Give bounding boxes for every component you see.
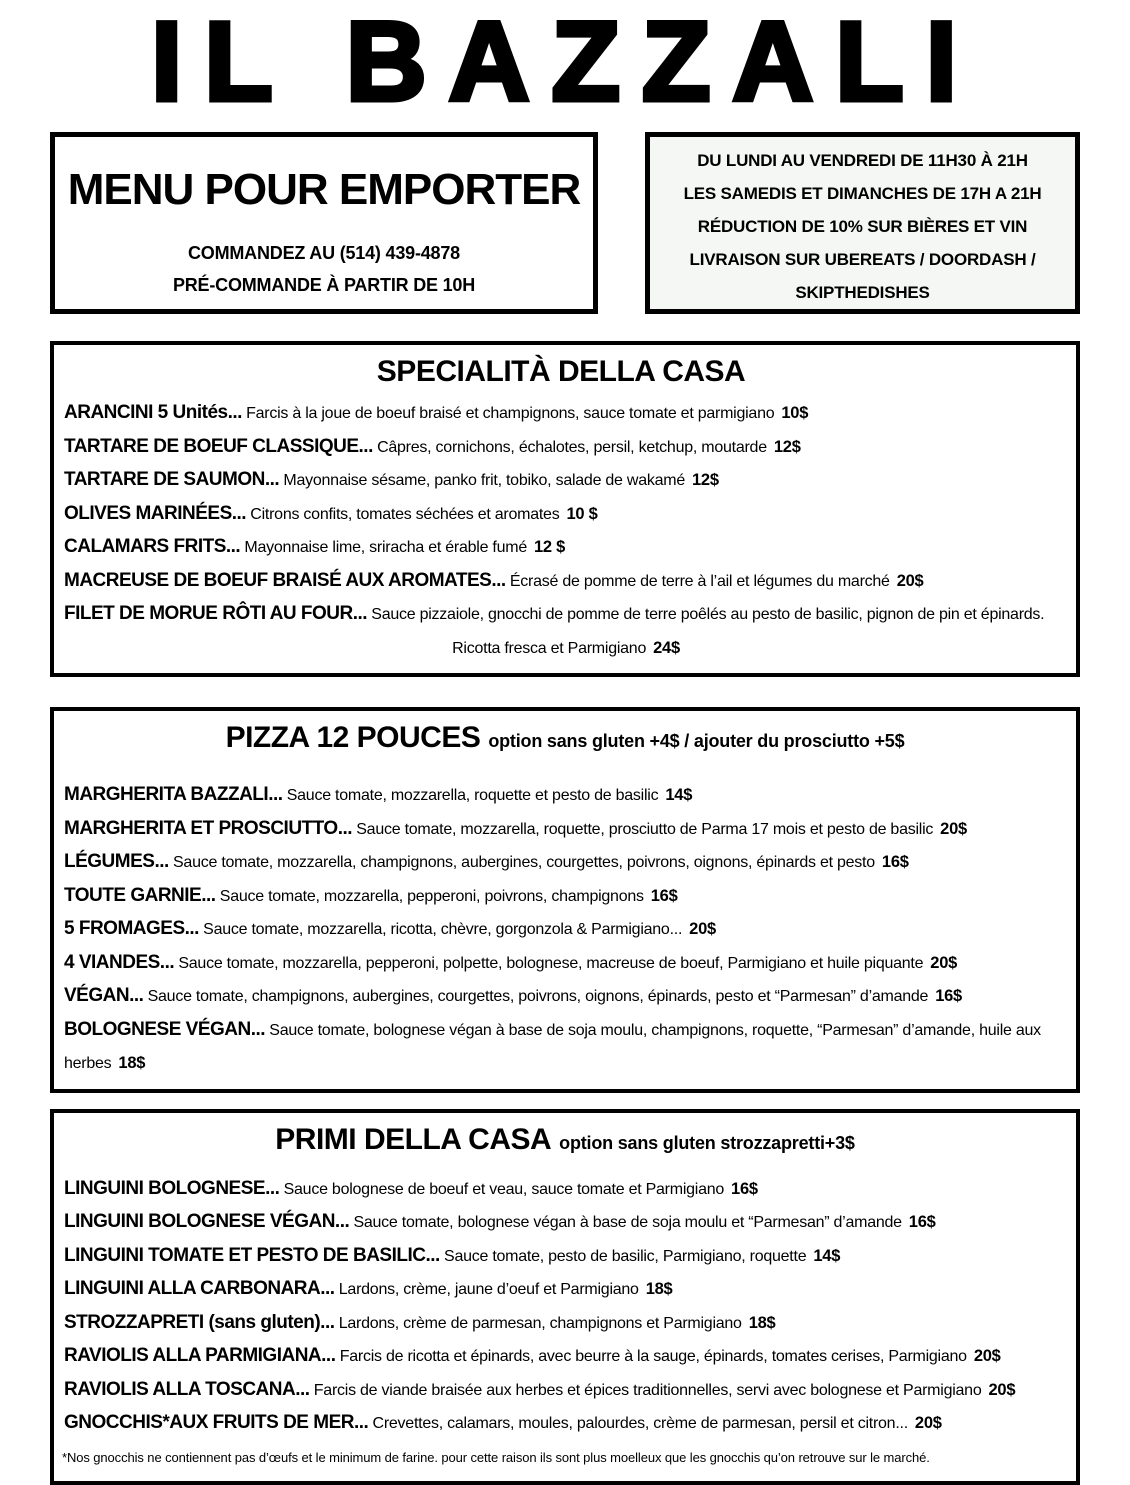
menu-item bbox=[62, 947, 1068, 981]
item-name: RAVIOLIS ALLA PARMIGIANA... bbox=[64, 1345, 336, 1366]
item-desc: Sauce tomate, bolognese végan à base de soja moulu et “Parmesan” d’amande bbox=[353, 1214, 902, 1231]
item-desc: Écrasé de pomme de terre à l’ail et légumes du marché bbox=[509, 572, 890, 590]
header-row bbox=[50, 132, 1080, 314]
section-title-text: PRIMI DELLA CASA bbox=[275, 1122, 552, 1156]
item-price: 20$ bbox=[930, 953, 958, 972]
hours-weekday-line: DU LUNDI AU VENDREDI DE 11H30 À 21H bbox=[697, 151, 1028, 170]
section-title bbox=[62, 721, 1068, 755]
menu-item bbox=[62, 813, 1068, 847]
menu-item bbox=[62, 1014, 1068, 1081]
item-desc: Sauce tomate, mozzarella, ricotta, chèvre, gorgonzola & Parmigiano... bbox=[203, 921, 683, 938]
menu-item bbox=[62, 531, 1068, 565]
menu-item bbox=[62, 980, 1068, 1014]
menu-item bbox=[62, 1273, 1068, 1307]
item-price: 20$ bbox=[896, 571, 924, 590]
item-price: 12$ bbox=[691, 471, 719, 489]
phone-order-line: COMMANDEZ AU (514) 439-4878 bbox=[187, 243, 460, 263]
item-name: LINGUINI BOLOGNESE VÉGAN... bbox=[64, 1211, 350, 1232]
item-price: 24$ bbox=[653, 638, 680, 657]
menu-item bbox=[62, 1173, 1068, 1207]
hours-weekend-line: LES SAMEDIS ET DIMANCHES DE 17H A 21H bbox=[683, 184, 1042, 203]
discount-line: RÉDUCTION DE 10% SUR BIÈRES ET VIN bbox=[697, 217, 1028, 236]
item-name: CALAMARS FRITS... bbox=[64, 536, 241, 557]
item-desc: Citrons confits, tomates séchées et aromates bbox=[250, 505, 560, 523]
item-desc: Sauce tomate, mozzarella, pepperoni, polpette, bolognese, macreuse de boeuf, Parmigiano et huile piquante bbox=[178, 954, 924, 972]
hours-delivery-box bbox=[645, 132, 1080, 314]
menu-item bbox=[62, 431, 1068, 465]
item-desc: Sauce pizzaiole, gnocchi de pomme de terre poêlés au pesto de basilic, pignon de pin et épinards. bbox=[371, 606, 1045, 623]
item-desc-line2: Ricotta fresca et Parmigiano bbox=[452, 639, 647, 657]
item-desc: Mayonnaise lime, sriracha et érable fumé bbox=[244, 539, 527, 556]
menu-item bbox=[62, 498, 1068, 532]
delivery-line-2: SKIPTHEDISHES bbox=[795, 283, 930, 302]
section-subtitle: option sans gluten +4$ / ajouter du prosciutto +5$ bbox=[488, 731, 905, 751]
restaurant-logo-title: IL BAZZALI bbox=[151, 0, 979, 124]
menu-item bbox=[62, 565, 1068, 599]
item-desc: Farcis à la joue de boeuf braisé et champignons, sauce tomate et parmigiano bbox=[246, 405, 775, 422]
item-name: LINGUINI ALLA CARBONARA... bbox=[64, 1278, 335, 1299]
section-title-text: SPECIALITÀ DELLA CASA bbox=[376, 355, 746, 388]
item-name: GNOCCHIS*AUX FRUITS DE MER... bbox=[64, 1412, 369, 1433]
section-title bbox=[62, 1123, 1068, 1157]
menu-item bbox=[62, 1407, 1068, 1441]
gnocchi-footnote: *Nos gnocchis ne contiennent pas d’œufs et le minimum de farine. pour cette raison ils sont plus moelleux que les gnocchis qu’on retrouve sur le marché. bbox=[62, 1449, 930, 1465]
item-name: 4 VIANDES... bbox=[64, 951, 175, 973]
item-desc: Mayonnaise sésame, panko frit, tobiko, salade de wakamé bbox=[283, 472, 685, 489]
section-pizza-12-pouces bbox=[50, 707, 1080, 1093]
item-name: BOLOGNESE VÉGAN... bbox=[64, 1018, 266, 1040]
menu-item bbox=[62, 779, 1068, 813]
item-name: LÉGUMES... bbox=[64, 851, 169, 872]
item-desc: Câpres, cornichons, échalotes, persil, ketchup, moutarde bbox=[377, 438, 767, 456]
item-desc: Sauce tomate, mozzarella, roquette et pesto de basilic bbox=[286, 787, 659, 804]
item-name: OLIVES MARINÉES... bbox=[64, 502, 247, 524]
item-name: ARANCINI 5 Unités... bbox=[64, 402, 242, 423]
item-desc: Farcis de viande braisée aux herbes et épices traditionnelles, servi avec bolognese et Parmigiano bbox=[313, 1381, 982, 1399]
item-price: 10 $ bbox=[566, 504, 598, 523]
menu-item bbox=[62, 913, 1068, 947]
item-price: 20$ bbox=[940, 819, 967, 838]
item-name: FILET DE MORUE RÔTI AU FOUR... bbox=[64, 603, 368, 624]
item-price: 12$ bbox=[773, 437, 801, 456]
item-price: 20$ bbox=[689, 920, 716, 938]
item-name: TARTARE DE BOEUF CLASSIQUE... bbox=[64, 435, 373, 457]
item-desc: Sauce bolognese de boeuf et veau, sauce tomate et Parmigiano bbox=[283, 1180, 725, 1198]
menu-item-continuation bbox=[62, 632, 1068, 666]
item-name: RAVIOLIS ALLA TOSCANA... bbox=[64, 1378, 310, 1400]
menu-item bbox=[62, 1374, 1068, 1408]
section-title-text: PIZZA 12 POUCES bbox=[225, 721, 481, 754]
item-name: MARGHERITA BAZZALI... bbox=[64, 784, 283, 805]
item-price: 14$ bbox=[665, 786, 693, 804]
section-specialita-della-casa bbox=[50, 341, 1080, 677]
section-items bbox=[62, 779, 1068, 1081]
section-subtitle: option sans gluten strozzapretti+3$ bbox=[559, 1132, 855, 1153]
item-price: 18$ bbox=[118, 1054, 146, 1072]
item-desc: Sauce tomate, mozzarella, pepperoni, poivrons, champignons bbox=[219, 887, 644, 905]
item-desc: Sauce tomate, mozzarella, roquette, prosciutto de Parma 17 mois et pesto de basilic bbox=[356, 820, 934, 838]
item-name: STROZZAPRETI (sans gluten)... bbox=[64, 1311, 335, 1333]
menu-item bbox=[62, 1340, 1068, 1374]
item-price: 14$ bbox=[813, 1246, 841, 1265]
item-price: 20$ bbox=[973, 1347, 1001, 1365]
item-desc: Crevettes, calamars, moules, palourdes, crème de parmesan, persil et citron... bbox=[372, 1415, 908, 1432]
takeout-order-box bbox=[50, 132, 598, 314]
item-desc: Lardons, crème de parmesan, champignons et Parmigiano bbox=[338, 1314, 742, 1332]
item-price: 16$ bbox=[935, 987, 962, 1005]
item-desc: Sauce tomate, pesto de basilic, Parmigiano, roquette bbox=[444, 1247, 807, 1265]
order-info-lines bbox=[55, 237, 593, 301]
item-price: 16$ bbox=[908, 1213, 936, 1231]
preorder-line: PRÉ-COMMANDE À PARTIR DE 10H bbox=[172, 275, 476, 295]
item-name: MARGHERITA ET PROSCIUTTO... bbox=[64, 817, 353, 839]
menu-item bbox=[62, 880, 1068, 914]
item-price: 20$ bbox=[914, 1414, 942, 1432]
item-name: VÉGAN... bbox=[64, 985, 144, 1006]
item-price: 16$ bbox=[881, 853, 909, 871]
item-desc: Sauce tomate, bolognese végan à base de soja moulu, champignons, roquette, “Parmesan” d’amande, huile aux herbes bbox=[64, 1021, 1041, 1072]
item-name: 5 FROMAGES... bbox=[64, 918, 199, 939]
item-price: 18$ bbox=[748, 1313, 776, 1332]
item-name: TARTARE DE SAUMON... bbox=[64, 469, 280, 490]
section-items bbox=[62, 397, 1068, 665]
item-name: TOUTE GARNIE... bbox=[64, 884, 216, 906]
delivery-line: LIVRAISON SUR UBEREATS / DOORDASH / bbox=[689, 250, 1036, 269]
item-desc: Lardons, crème, jaune d’oeuf et Parmigiano bbox=[338, 1281, 639, 1298]
menu-item bbox=[62, 846, 1068, 880]
section-items bbox=[62, 1173, 1068, 1441]
section-title bbox=[62, 355, 1068, 389]
item-desc: Farcis de ricotta et épinards, avec beurre à la sauge, épinards, tomates cerises, Parmigiano bbox=[339, 1348, 967, 1365]
item-price: 18$ bbox=[645, 1280, 673, 1298]
section-primi-della-casa bbox=[50, 1109, 1080, 1485]
item-price: 10$ bbox=[781, 404, 809, 422]
item-desc: Sauce tomate, mozzarella, champignons, aubergines, courgettes, poivrons, oignons, épinards et pesto bbox=[173, 854, 875, 871]
menu-item bbox=[62, 1240, 1068, 1274]
menu-item bbox=[62, 598, 1068, 632]
takeout-menu-title: MENU POUR EMPORTER bbox=[67, 165, 581, 214]
item-name: MACREUSE DE BOEUF BRAISÉ AUX AROMATES... bbox=[64, 569, 506, 591]
item-name: LINGUINI TOMATE ET PESTO DE BASILIC... bbox=[64, 1244, 440, 1266]
menu-item bbox=[62, 464, 1068, 498]
item-desc: Sauce tomate, champignons, aubergines, courgettes, poivrons, oignons, épinards, pesto et “Parmesan” d’amande bbox=[147, 988, 929, 1005]
menu-item bbox=[62, 397, 1068, 431]
item-price: 12 $ bbox=[534, 538, 566, 556]
item-price: 16$ bbox=[650, 886, 678, 905]
item-name: LINGUINI BOLOGNESE... bbox=[64, 1177, 280, 1199]
menu-item bbox=[62, 1307, 1068, 1341]
item-price: 20$ bbox=[988, 1380, 1016, 1399]
menu-item bbox=[62, 1206, 1068, 1240]
item-price: 16$ bbox=[731, 1179, 758, 1198]
